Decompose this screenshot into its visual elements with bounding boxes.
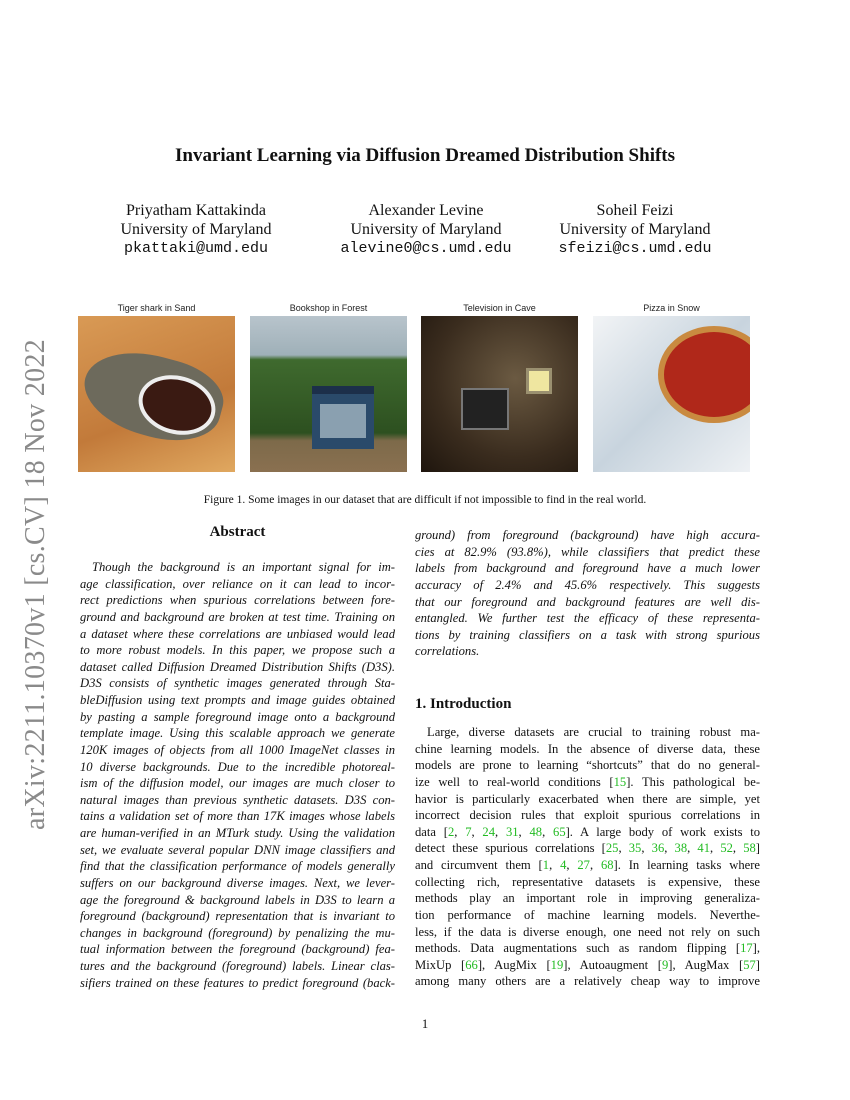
television-in-cave-image [421, 316, 578, 472]
text-line: are human-verified in an MTurk study. Using the validation [80, 826, 395, 840]
citation-link[interactable]: 24 [482, 824, 496, 839]
author-affiliation: University of Maryland [559, 221, 711, 238]
text-line: cies at 82.9% (93.8%), while classifiers that predict these [415, 544, 760, 559]
text-line: less, if the data is diverse enough, one need not rely on such [415, 924, 760, 939]
citation-link[interactable]: 19 [550, 957, 564, 972]
citation-link[interactable]: 58 [743, 841, 756, 856]
text-line: suffers on our background diverse images. Next, we lever- [80, 875, 395, 890]
citation-link[interactable]: 66 [465, 957, 478, 972]
citation-link[interactable]: 68 [600, 858, 614, 872]
text-line: chine learning models. In the absence of diverse data, these [415, 741, 760, 756]
citation-link[interactable]: 36 [651, 841, 665, 856]
citation-link[interactable]: 27 [577, 858, 590, 872]
citation-link[interactable]: 15 [613, 774, 627, 789]
citation-link[interactable]: 65 [553, 824, 566, 839]
citation-link[interactable]: 25 [605, 841, 619, 856]
figure-panel-pizza [593, 303, 750, 472]
introduction-heading: 1. Introduction [415, 696, 512, 712]
figure-panel-shark [78, 303, 235, 472]
citation-link[interactable]: 35 [628, 841, 642, 856]
text-line: havior is particularly exacerbated when there are simple, yet [415, 791, 760, 806]
text-line: tures and the background (foreground) labels. Linear clas- [80, 959, 395, 973]
text-line: ism of the diffusion model, our images are much closer to [80, 776, 395, 791]
citation-link[interactable]: 38 [674, 841, 688, 856]
citation-link[interactable]: 7 [465, 824, 472, 839]
arxiv-identifier: arXiv:2211.10370v1 [cs.CV] 18 Nov 2022 [20, 339, 51, 830]
text-line: tains a validation set of more than 17K images whose labels [80, 809, 395, 824]
text-line: correlations. [415, 644, 480, 659]
text-line: D3S consists of synthetic images generated through Sta- [80, 676, 395, 691]
figure-panel-bookshop [250, 303, 407, 472]
text-line: incorrect decision rules that exploit spurious correlations in [415, 808, 760, 823]
paper-title: Invariant Learning via Diffusion Dreamed Distribution Shifts [174, 145, 676, 166]
text-line: changes in background (foreground) by penalizing the mu- [80, 925, 395, 940]
figure-panel-television [421, 303, 578, 472]
text-line: collecting rich, representative datasets is expensive, these [415, 874, 760, 889]
text-line: 120K images of objects from all 1000 ImageNet classes in [80, 742, 395, 757]
author-affiliation: University of Maryland [120, 221, 272, 238]
text-line: entangled. We further test the efficacy of these representa- [415, 611, 760, 626]
introduction-body [415, 724, 760, 990]
author-name: Priyatham Kattakinda [126, 202, 266, 219]
text-line: tual information between the foreground (background) fea- [80, 942, 395, 957]
author-3 [515, 201, 755, 258]
figure-label: Tiger shark in Sand [117, 303, 196, 313]
figure-label: Pizza in Snow [643, 303, 700, 313]
text-line: Large, diverse datasets are crucial to training robust ma- [427, 725, 760, 739]
text-line: find that the classification performance of models generally [80, 859, 395, 874]
text-line: to more robust models. In this paper, we propose such a [80, 643, 395, 658]
abstract-body-right [415, 527, 760, 660]
author-affiliation: University of Maryland [350, 221, 502, 238]
citation-link[interactable]: 9 [661, 957, 669, 972]
shark-in-sand-image [78, 316, 235, 472]
text-line: 10 diverse backgrounds. Due to the incredible photoreal- [80, 759, 395, 774]
text-line: rect predictions when spurious correlations between fore- [80, 593, 395, 608]
citation-link[interactable]: 31 [505, 824, 519, 839]
author-name: Alexander Levine [368, 202, 484, 219]
text-line: ground) from foreground (background) have high accura- [415, 528, 760, 542]
citation-link[interactable]: 52 [720, 841, 733, 856]
text-line: detect these spurious correlations [25, 35, 36, 38, 41, 52, 58] [415, 841, 760, 856]
text-line: age the foreground & background labels in D3S to learn a [80, 892, 395, 907]
citation-link[interactable]: 17 [740, 941, 753, 956]
text-line: ground and background are broken at test time. Training on [80, 609, 395, 624]
citation-link[interactable]: 2 [447, 824, 455, 839]
citation-link[interactable]: 41 [697, 841, 711, 856]
author-email: sfeizi@cs.umd.edu [558, 240, 712, 257]
text-line: tions by training classifiers on a task with strong spurious [415, 627, 760, 642]
text-line: ize well to real-world conditions [15]. This pathological be- [415, 774, 761, 789]
page-number: 1 [421, 1017, 429, 1031]
text-line: labels from background and foreground have a much lower [415, 561, 760, 576]
text-line: foreground (background) representation that is invariant to [80, 909, 395, 924]
citation-link[interactable]: 4 [560, 858, 567, 872]
text-line: that our foreground and background features are well dis- [415, 594, 760, 609]
text-line: bleDiffusion using text prompts and image guides obtained [80, 693, 395, 707]
author-2 [306, 201, 546, 258]
author-email: pkattaki@umd.edu [123, 240, 269, 257]
text-line: methods. Data augmentations such as random flipping [17], [415, 941, 760, 956]
abstract-body-left [80, 559, 395, 991]
figure-caption: Figure 1. Some images in our dataset that are difficult if not impossible to find in the real world. [203, 494, 647, 506]
text-line: a dataset where these correlations are unbiased would lead [80, 626, 395, 641]
text-line: among many others are a relatively cheap way to improve [415, 974, 760, 989]
citation-link[interactable]: 57 [743, 957, 756, 972]
text-line: Though the background is an important signal for im- [92, 560, 395, 574]
citation-link[interactable]: 1 [542, 858, 550, 872]
text-line: tion performance of machine learning models. Neverthe- [415, 907, 760, 922]
author-1 [76, 201, 316, 258]
text-line: models are prone to learning “shortcuts” that do no general- [415, 758, 760, 773]
citation-link[interactable]: 48 [529, 824, 543, 839]
figure-label: Television in Cave [463, 303, 536, 313]
bookshop-in-forest-image [250, 316, 407, 472]
text-line: MixUp [66], AugMix [19], Autoaugment [9], AugMax [57] [415, 957, 760, 972]
text-line: and circumvent them [1, 4, 27, 68]. In learning tasks where [415, 858, 760, 872]
abstract-heading: Abstract [209, 524, 266, 540]
author-name: Soheil Feizi [596, 202, 674, 219]
author-email: alevine0@cs.umd.edu [340, 240, 512, 257]
text-line: data [2, 7, 24, 31, 48, 65]. A large body of work exists to [415, 824, 761, 839]
text-line: template image. Using this scalable approach we generate [80, 726, 395, 741]
text-line: dataset called Diffusion Dreamed Distribution Shifts (D3S). [80, 659, 395, 674]
pizza-in-snow-image [593, 316, 750, 472]
figure-label: Bookshop in Forest [289, 303, 368, 313]
text-line: accuracy of 2.4% and 45.6% respectively. This suggests [415, 577, 760, 592]
text-line: age classification, over reliance on it can lead to incor- [80, 576, 395, 591]
text-line: set, we evaluate several popular DNN image classifiers and [80, 842, 395, 857]
text-line: sifiers trained on these features to predict foreground (back- [80, 975, 395, 990]
text-line: by pasting a sample foreground image onto a background [80, 709, 395, 724]
text-line: natural images than previous synthetic datasets. D3S con- [80, 792, 395, 807]
text-line: methods play an important role in improving generaliza- [415, 891, 760, 906]
